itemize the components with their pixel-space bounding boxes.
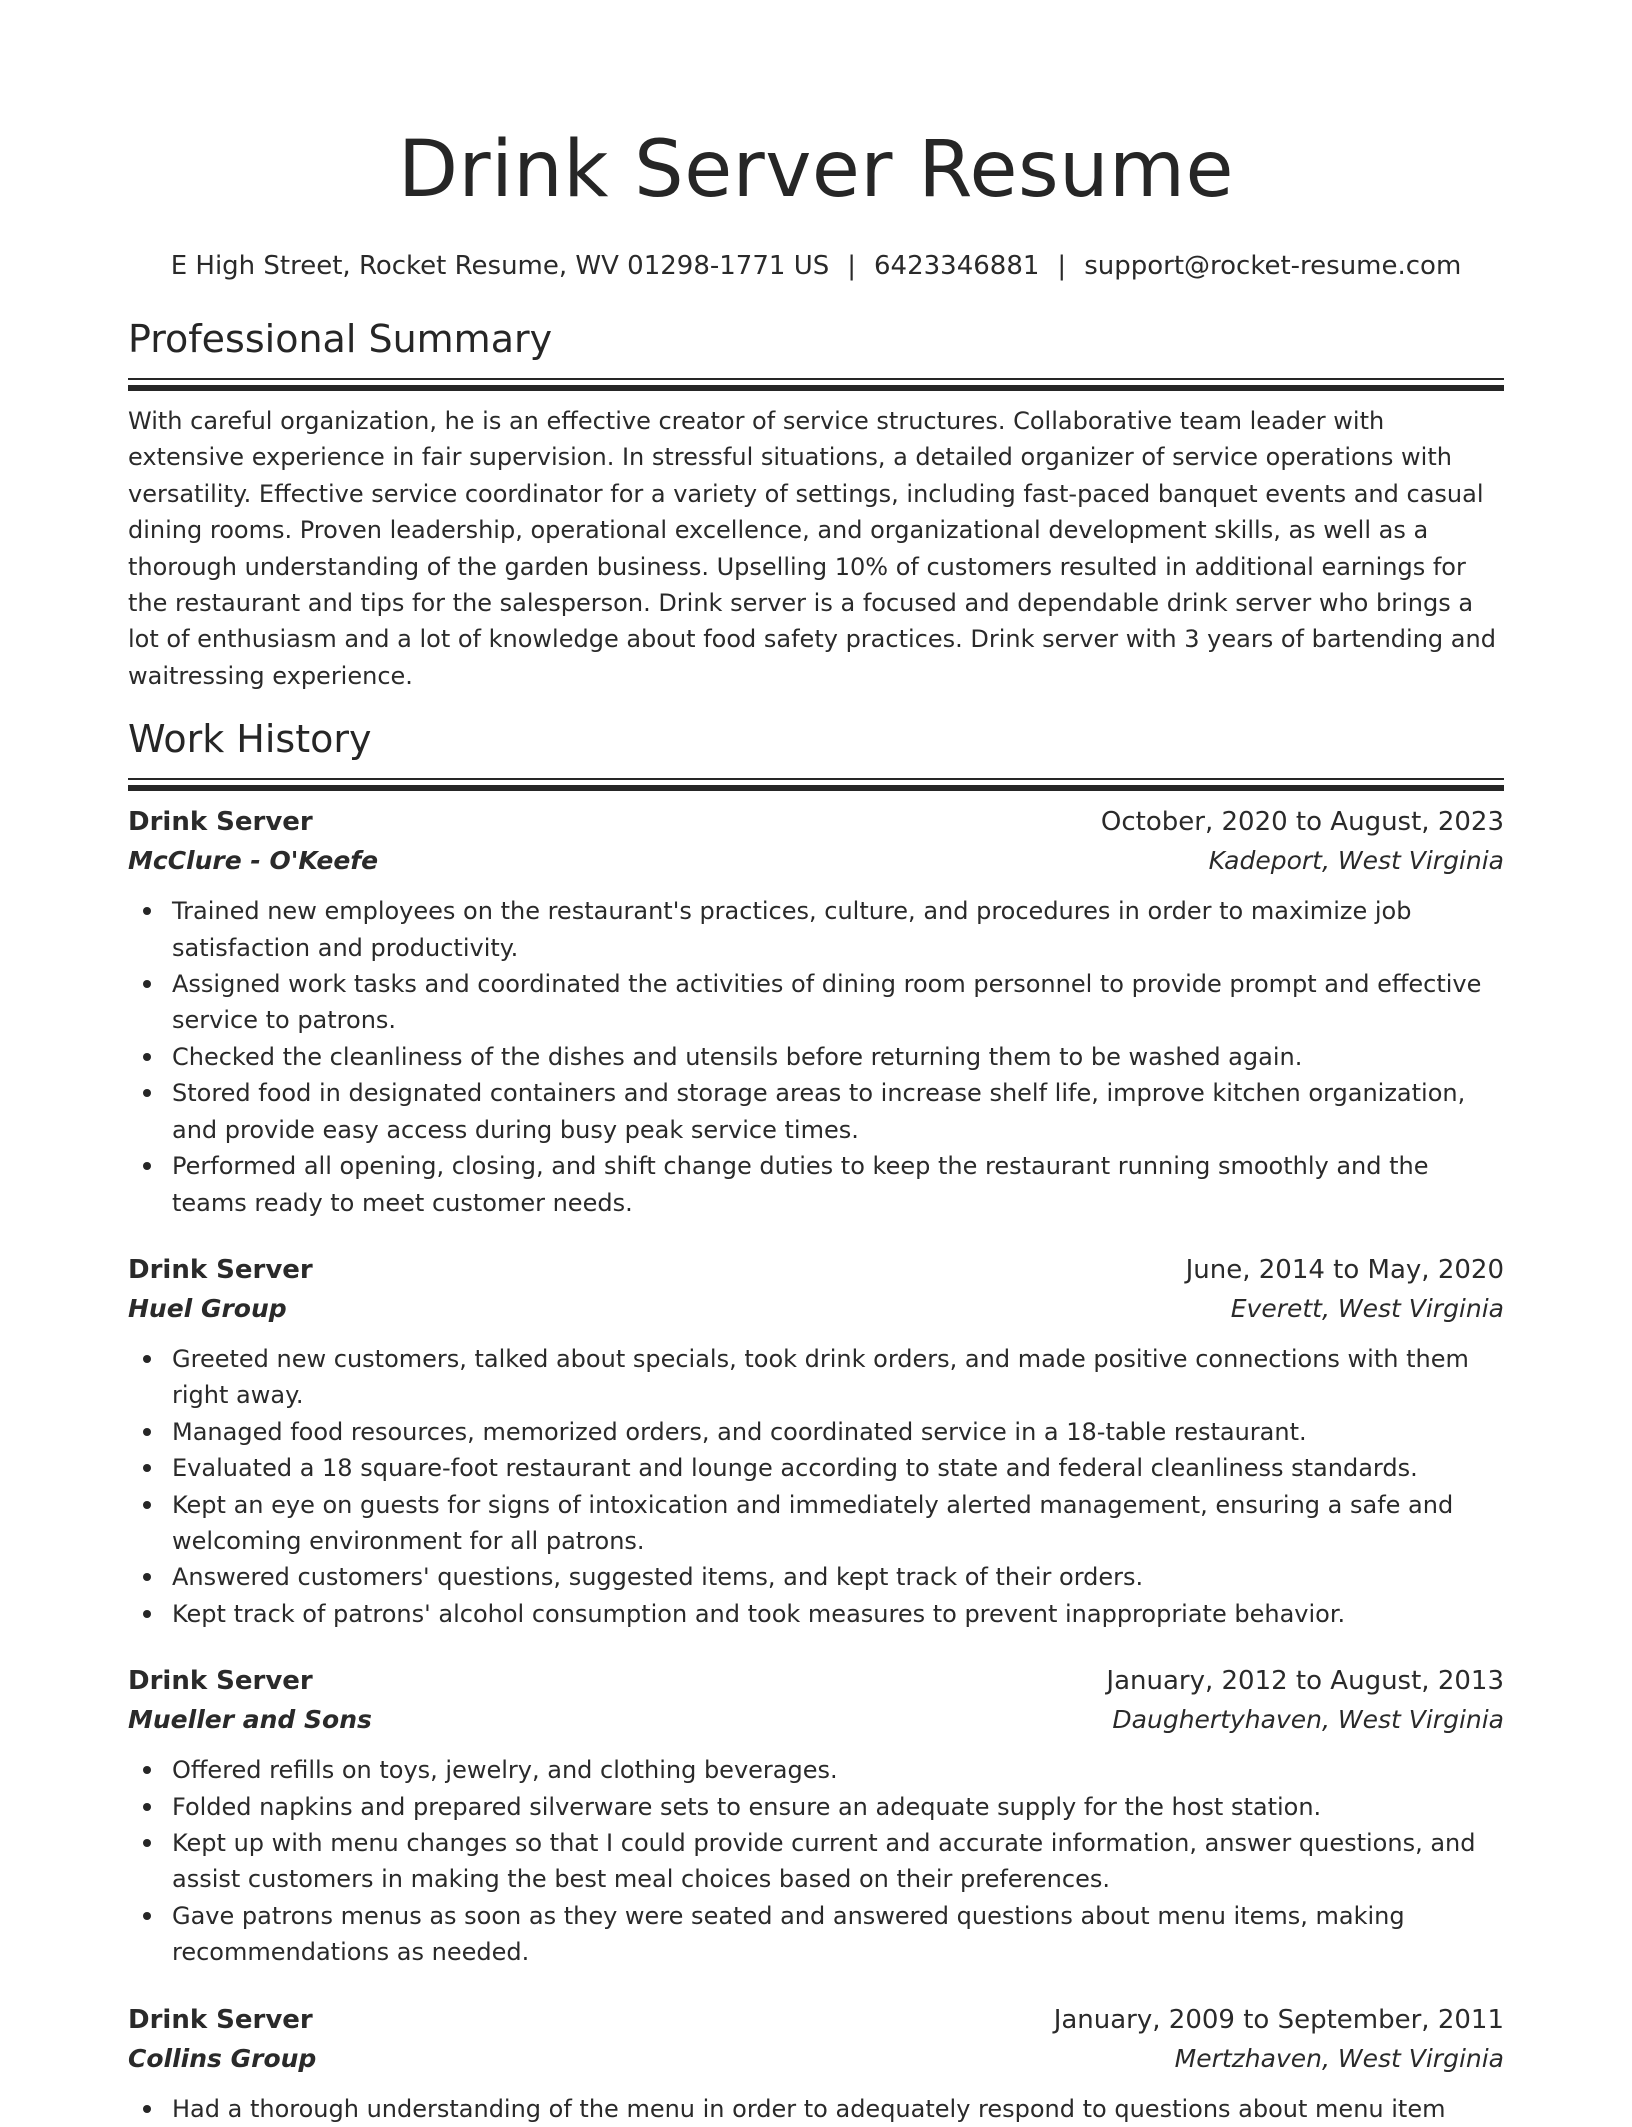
job-bullet: Kept an eye on guests for signs of intoxication and immediately alerted management, ensuring a safe and welcoming environment for all patrons. — [172, 1487, 1504, 1560]
job-bullet-list — [128, 1752, 1504, 1970]
job-bullet: Gave patrons menus as soon as they were seated and answered questions about menu items, making recommendations as needed. — [172, 1898, 1504, 1971]
contact-address: E High Street, Rocket Resume, WV 01298-1771 US — [170, 251, 830, 281]
job-entry — [128, 1251, 1504, 1632]
job-bullet-list — [128, 1341, 1504, 1632]
job-bullet: Folded napkins and prepared silverware sets to ensure an adequate supply for the host station. — [172, 1789, 1504, 1825]
job-title: Drink Server — [128, 807, 313, 838]
resume-page — [128, 0, 1504, 2127]
job-company: McClure - O'Keefe — [128, 846, 379, 876]
job-dates: October, 2020 to August, 2023 — [1100, 807, 1504, 838]
job-bullet: Answered customers' questions, suggested items, and kept track of their orders. — [172, 1559, 1504, 1595]
job-bullet: Greeted new customers, talked about specials, took drink orders, and made positive connections with them right away. — [172, 1341, 1504, 1414]
contact-separator: | — [1057, 251, 1067, 281]
job-company: Huel Group — [128, 1293, 287, 1323]
job-bullet: Trained new employees on the restaurant's practices, culture, and procedures in order to maximize job satisfaction and productivity. — [172, 893, 1504, 966]
resume-title: Drink Server Resume — [397, 125, 1234, 215]
contact-separator: | — [847, 251, 856, 281]
job-dates: June, 2014 to May, 2020 — [1185, 1254, 1504, 1285]
job-bullet: Had a thorough understanding of the menu in order to adequately respond to questions about menu item — [172, 2091, 1504, 2127]
job-location: Everett, West Virginia — [1230, 1293, 1504, 1323]
section-rule-thin — [128, 378, 1504, 380]
job-bullet-list — [128, 2091, 1504, 2127]
job-bullet: Evaluated a 18 square-foot restaurant and lounge according to state and federal cleanliness standards. — [172, 1450, 1504, 1486]
job-entry — [128, 803, 1504, 1221]
job-location: Kadeport, West Virginia — [1208, 846, 1504, 876]
contact-phone: 6423346881 — [874, 251, 1040, 281]
job-title: Drink Server — [128, 1254, 313, 1285]
job-entry — [128, 1662, 1504, 1970]
section-heading-summary: Professional Summary — [128, 317, 553, 361]
job-location: Daughertyhaven, West Virginia — [1112, 1705, 1504, 1735]
job-location: Mertzhaven, West Virginia — [1174, 2043, 1504, 2073]
work-history-section — [128, 714, 1504, 2127]
job-bullet: Assigned work tasks and coordinated the activities of dining room personnel to provide prompt and effective service to patrons. — [172, 966, 1504, 1039]
section-rule-thick — [128, 785, 1504, 791]
contact-line — [128, 248, 1504, 284]
job-title: Drink Server — [128, 2004, 313, 2035]
job-bullet: Kept up with menu changes so that I could provide current and accurate information, answer questions, and assist customers in making the best meal choices based on their preferences. — [172, 1825, 1504, 1898]
job-bullet: Checked the cleanliness of the dishes and utensils before returning them to be washed again. — [172, 1039, 1504, 1075]
professional-summary-section — [128, 314, 1504, 694]
job-dates: January, 2012 to August, 2013 — [1106, 1666, 1504, 1697]
section-heading-work-history: Work History — [128, 717, 372, 762]
job-bullet: Performed all opening, closing, and shift change duties to keep the restaurant running smoothly and the teams ready to meet customer needs. — [172, 1148, 1504, 1221]
section-rule-thick — [128, 385, 1504, 391]
section-rule-thin — [128, 778, 1504, 780]
job-title: Drink Server — [128, 1666, 313, 1697]
job-bullet: Offered refills on toys, jewelry, and clothing beverages. — [172, 1752, 1504, 1788]
job-bullet: Kept track of patrons' alcohol consumption and took measures to prevent inappropriate behavior. — [172, 1596, 1504, 1632]
job-company: Collins Group — [128, 2043, 317, 2073]
job-bullet: Stored food in designated containers and storage areas to increase shelf life, improve kitchen organization, and provide easy access during busy peak service times. — [172, 1075, 1504, 1148]
summary-paragraph: With careful organization, he is an effective creator of service structures. Collaborative team leader with extensive experience in fair supervision. In stressful situations, a detailed organizer of service operations with versatility. Effective service coordinator for a variety of settings, including fast-paced banquet events and casual dining rooms. Proven leadership, operational excellence, and organizational development skills, as well as a thorough understanding of the garden business. Upselling 10% of customers resulted in additional earnings for the restaurant and tips for the salesperson. Drink server is a focused and dependable drink server who brings a lot of enthusiasm and a lot of knowledge about food safety practices. Drink server with 3 years of bartending and waitressing experience. — [128, 407, 1496, 690]
job-entry — [128, 2001, 1504, 2127]
job-bullet-list — [128, 893, 1504, 1221]
contact-email: support@rocket-resume.com — [1084, 251, 1462, 281]
job-company: Mueller and Sons — [128, 1705, 372, 1735]
job-dates: January, 2009 to September, 2011 — [1053, 2004, 1504, 2035]
job-bullet: Managed food resources, memorized orders, and coordinated service in a 18-table restaurant. — [172, 1414, 1504, 1450]
